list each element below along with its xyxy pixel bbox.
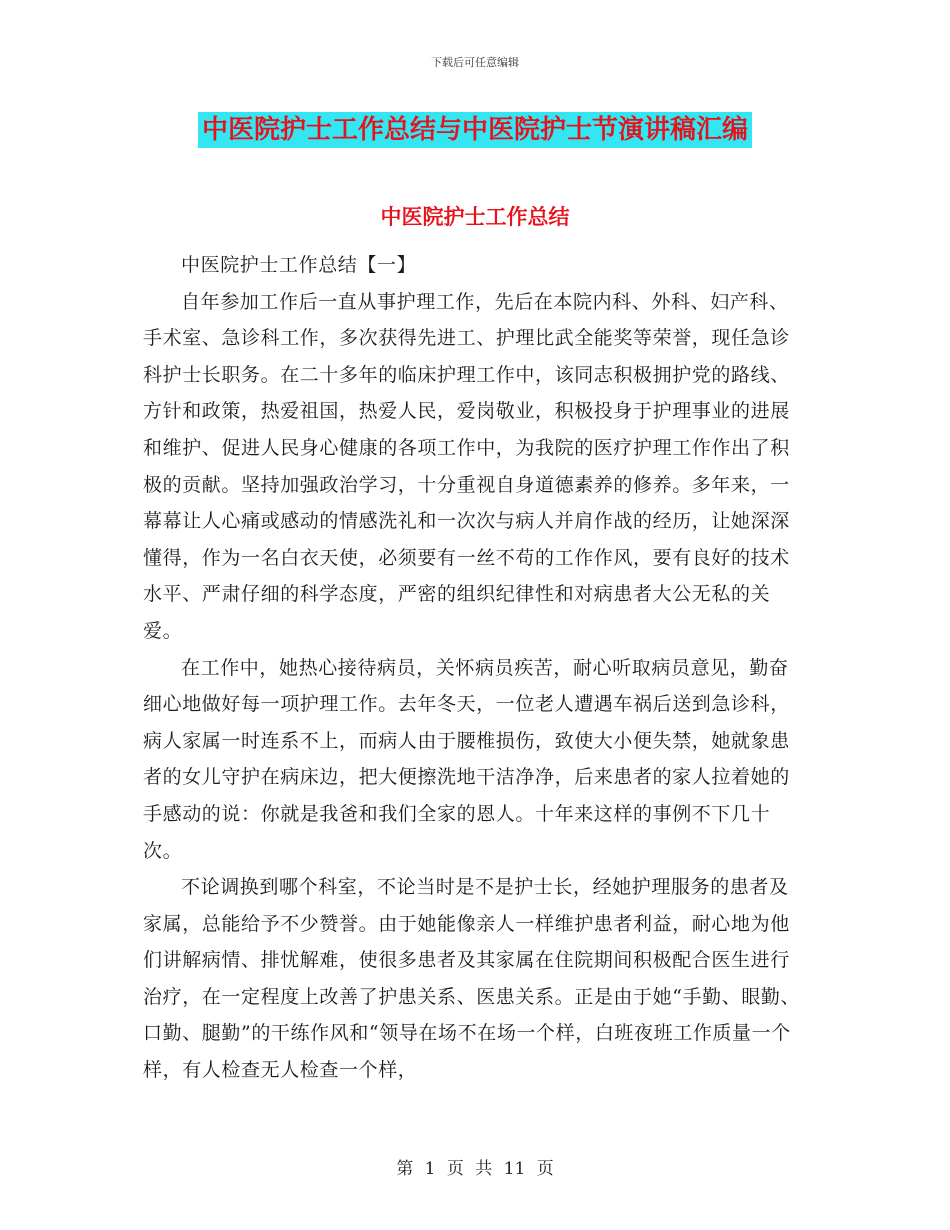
document-title: 中医院护士工作总结与中医院护士节演讲稿汇编 [198, 112, 752, 148]
header-note: 下载后可任意编辑 [431, 56, 519, 69]
paragraph: 不论调换到哪个科室，不论当时是不是护士长，经她护理服务的患者及家属，总能给予不少赞誉。由于她能像亲人一样维护患者利益，耐心地为他们讲解病情、排忧解难，使很多患者及其家属在住院期间积极配合医生进行治疗，在一定程度上改善了护患关系、医患关系。正是由于她“手勤、眼勤、口勤、腿勤”的干练作风和“领导在场不在场一个样，白班夜班工作质量一个样，有人检查无人检查一个样， [143, 876, 801, 1082]
page-number: 第 1 页 共 11 页 [396, 1159, 554, 1179]
document-body [143, 247, 808, 1089]
subheading: 中医院护士工作总结【一】 [181, 254, 417, 276]
section-title: 中医院护士工作总结 [380, 205, 570, 229]
paragraph: 自年参加工作后一直从事护理工作，先后在本院内科、外科、妇产科、手术室、急诊科工作，多次获得先进工、护理比武全能奖等荣誉，现任急诊科护士长职务。在二十多年的临床护理工作中，该同志积极拥护党的路线、方针和政策，热爱祖国，热爱人民，爱岗敬业，积极投身于护理事业的进展和维护、促进人民身心健康的各项工作中，为我院的医疗护理工作作出了积极的贡献。坚持加强政治学习，十分重视自身道德素养的修养。多年来，一幕幕让人心痛或感动的情感洗礼和一次次与病人并肩作战的经历，让她深深懂得，作为一名白衣天使，必须要有一丝不苟的工作作风，要有良好的技术水平、严肃仔细的科学态度，严密的组织纪律性和对病患者大公无私的关爱。 [143, 290, 790, 642]
paragraph: 在工作中，她热心接待病员，关怀病员疾苦，耐心听取病员意见，勤奋细心地做好每一项护理工作。去年冬天，一位老人遭遇车祸后送到急诊科，病人家属一时连系不上，而病人由于腰椎损伤，致使大小便失禁，她就象患者的女儿守护在病床边，把大便擦洗地干洁净净，后来患者的家人拉着她的手感动的说：你就是我爸和我们全家的恩人。十年来这样的事例不下几十次。 [143, 656, 790, 862]
document-title-container [0, 112, 950, 148]
